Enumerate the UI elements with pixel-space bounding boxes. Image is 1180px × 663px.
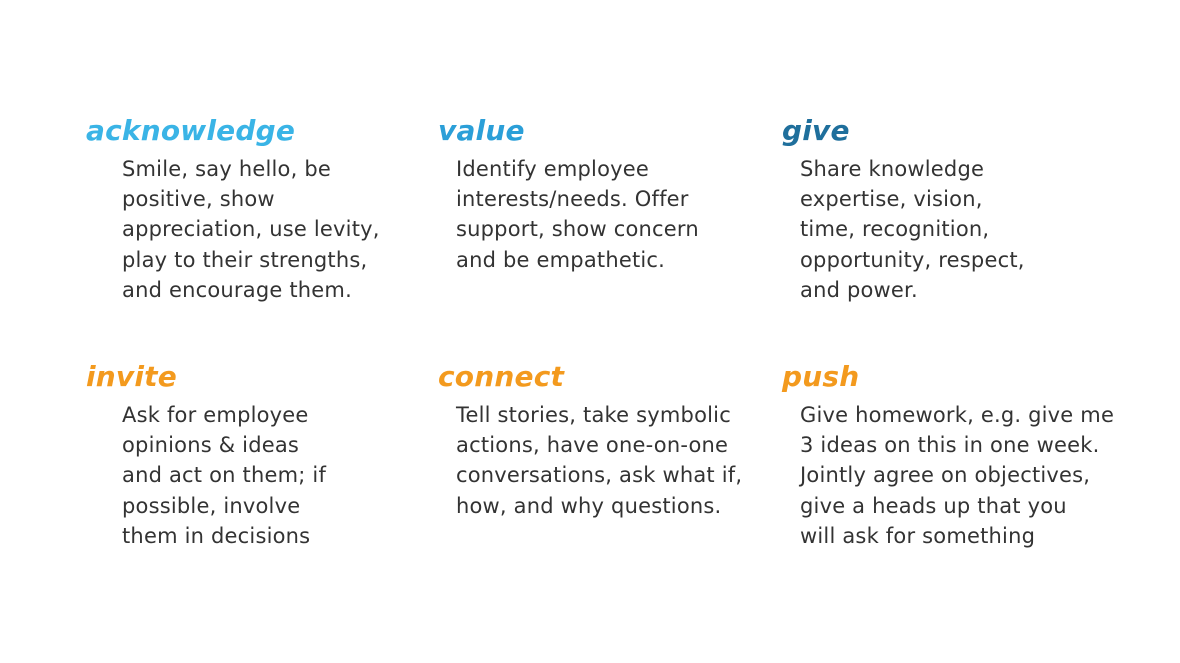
heading-acknowledge: acknowledge xyxy=(86,114,296,147)
block-value xyxy=(438,114,778,275)
block-invite xyxy=(86,360,426,551)
block-give xyxy=(782,114,1122,305)
text-push: Give homework, e.g. give me 3 ideas on this in one week. Jointly agree on objectives, give a heads up that you will ask for something xyxy=(800,403,1115,548)
block-acknowledge xyxy=(86,114,426,305)
block-push xyxy=(782,360,1122,551)
text-value: Identify employee interests/needs. Offer support, show concern and be empathetic. xyxy=(456,157,699,272)
heading-give: give xyxy=(782,114,850,147)
heading-push: push xyxy=(782,360,860,393)
heading-value: value xyxy=(438,114,525,147)
heading-connect: connect xyxy=(438,360,565,393)
text-acknowledge: Smile, say hello, be positive, show appreciation, use levity, play to their strengths, and encourage them. xyxy=(122,157,380,302)
block-connect xyxy=(438,360,778,521)
text-give: Share knowledge expertise, vision, time, recognition, opportunity, respect, and power. xyxy=(800,157,1025,302)
heading-invite: invite xyxy=(86,360,177,393)
text-invite: Ask for employee opinions & ideas and act on them; if possible, involve them in decisions xyxy=(122,403,327,548)
text-connect: Tell stories, take symbolic actions, have one-on-one conversations, ask what if, how, and why questions. xyxy=(456,403,743,518)
